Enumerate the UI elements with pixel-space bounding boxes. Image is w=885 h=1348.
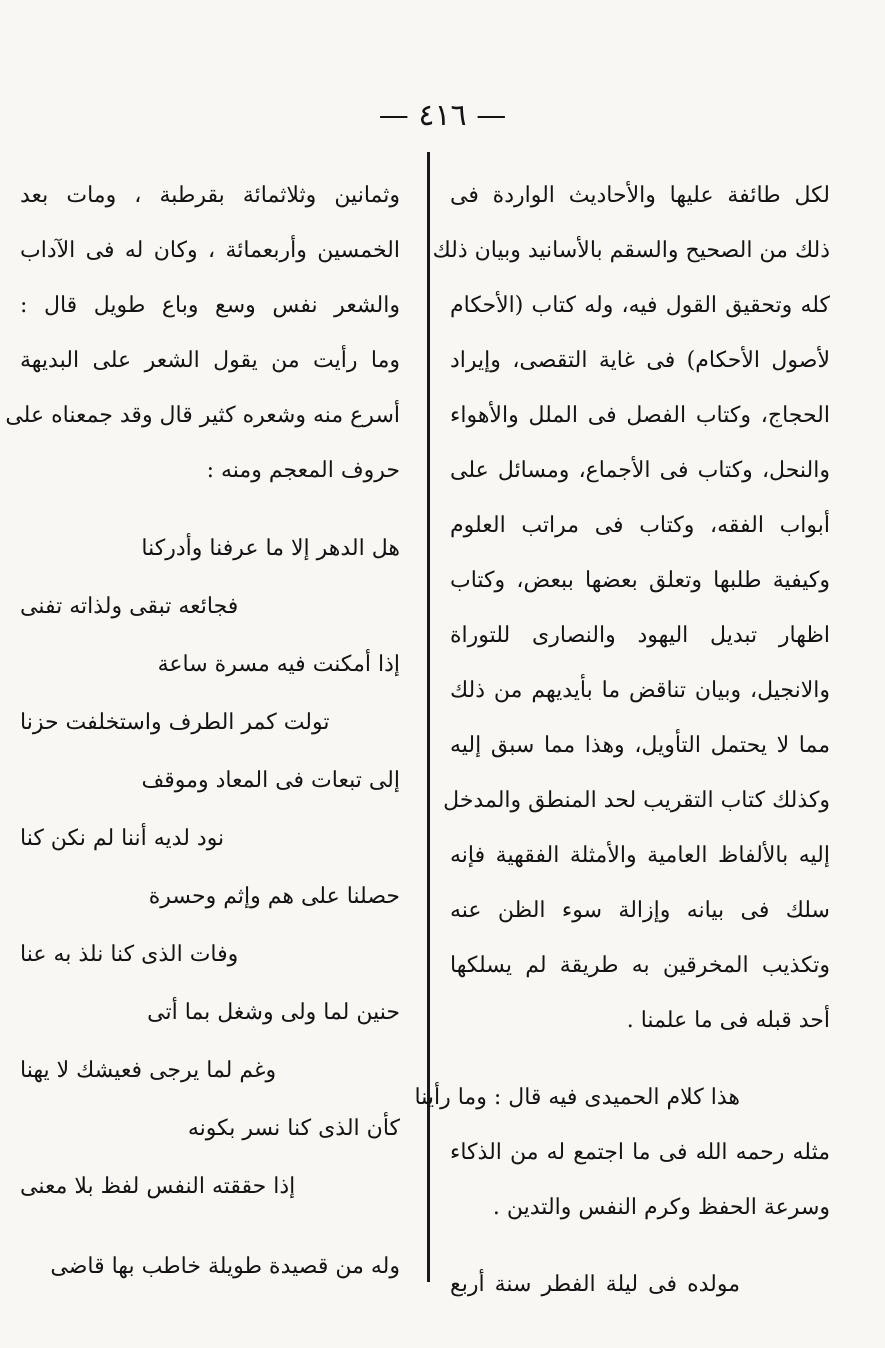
text-line: ذلك من الصحيح والسقم بالأسانيد وبيان ذلك (432, 238, 830, 263)
text-line: هذا كلام الحميدى فيه قال : وما رأينا (414, 1085, 740, 1110)
text-line: وتكذيب المخرقين به طريقة لم يسلكها (450, 953, 830, 978)
text-line: أبواب الفقه، وكتاب فى مراتب العلوم (450, 513, 830, 538)
poem-hemistich: كأن الذى كنا نسر بكونه (187, 1116, 400, 1141)
closing-line: وله من قصيدة طويلة خاطب بها قاضى (50, 1254, 400, 1279)
paragraph-gap (450, 1235, 830, 1257)
text-line: سلك فى بيانه وإزالة سوء الظن عنه (450, 898, 830, 923)
text-line: الحجاج، وكتاب الفصل فى الملل والأهواء (450, 403, 830, 428)
poem-hemistich: هل الدهر إلا ما عرفنا وأدركنا (141, 536, 400, 561)
page-number: — ٤١٦ — (378, 98, 507, 133)
text-line: مما لا يحتمل التأويل، وهذا مما سبق إليه (450, 733, 830, 758)
text-line: إليه بالألفاظ العامية والأمثلة الفقهية فإنه (450, 843, 830, 868)
paragraph-gap (20, 1216, 400, 1238)
text-line: وسرعة الحفظ وكرم النفس والتدين . (492, 1195, 830, 1220)
paragraph-gap (20, 498, 400, 520)
text-line: وثمانين وثلاثمائة بقرطبة ، ومات بعد (20, 183, 400, 208)
text-line: أحد قبله فى ما علمنا . (626, 1008, 830, 1033)
poem-hemistich: حصلنا على هم وإثم وحسرة (148, 884, 400, 909)
text-line: حروف المعجم ومنه : (206, 458, 400, 483)
poem-hemistich: فجائعه تبقى ولذاته تفنى (20, 594, 239, 619)
text-line: وما رأيت من يقول الشعر على البديهة (20, 348, 400, 373)
text-line: وكذلك كتاب التقريب لحد المنطق والمدخل (443, 788, 830, 813)
text-line: وكيفية طلبها وتعلق بعضها ببعض، وكتاب (450, 568, 830, 593)
poem-hemistich: نود لديه أننا لم نكن كنا (20, 826, 225, 851)
text-line: مثله رحمه الله فى ما اجتمع له من الذكاء (450, 1140, 830, 1165)
poem-hemistich: وغم لما يرجى فعيشك لا يهنا (20, 1058, 277, 1083)
text-line: كله وتحقيق القول فيه، وله كتاب (الأحكام (450, 293, 830, 318)
poem-hemistich: إذا حققته النفس لفظ بلا معنى (20, 1174, 296, 1199)
text-line: الخمسين وأربعمائة ، وكان له فى الآداب (20, 238, 400, 263)
right-column (414, 168, 830, 1312)
poem-hemistich: وفات الذى كنا نلذ به عنا (20, 942, 239, 967)
text-line: والنحل، وكتاب فى الأجماع، ومسائل على (450, 458, 830, 483)
text-line: لكل طائفة عليها والأحاديث الواردة فى (450, 183, 830, 208)
text-line: والشعر نفس وسع وباع طويل قال : (20, 293, 400, 318)
poem-hemistich: إذا أمكنت فيه مسرة ساعة (157, 652, 400, 677)
text-line: اظهار تبديل اليهود والنصارى للتوراة (450, 623, 830, 648)
text-line: والانجيل، وبيان تناقض ما بأيديهم من ذلك (450, 678, 830, 703)
left-column (5, 168, 400, 1296)
text-line: مولده فى ليلة الفطر سنة أربع (450, 1272, 740, 1297)
paragraph-gap (450, 1048, 830, 1070)
text-line: لأصول الأحكام) فى غاية التقصى، وإيراد (450, 348, 830, 373)
text-line: أسرع منه وشعره كثير قال وقد جمعناه على (5, 403, 400, 428)
poem-hemistich: تولت كمر الطرف واستخلفت حزنا (20, 710, 330, 735)
poem-hemistich: إلى تبعات فى المعاد وموقف (141, 768, 400, 793)
poem-hemistich: حنين لما ولى وشغل بما أتى (147, 1000, 400, 1025)
